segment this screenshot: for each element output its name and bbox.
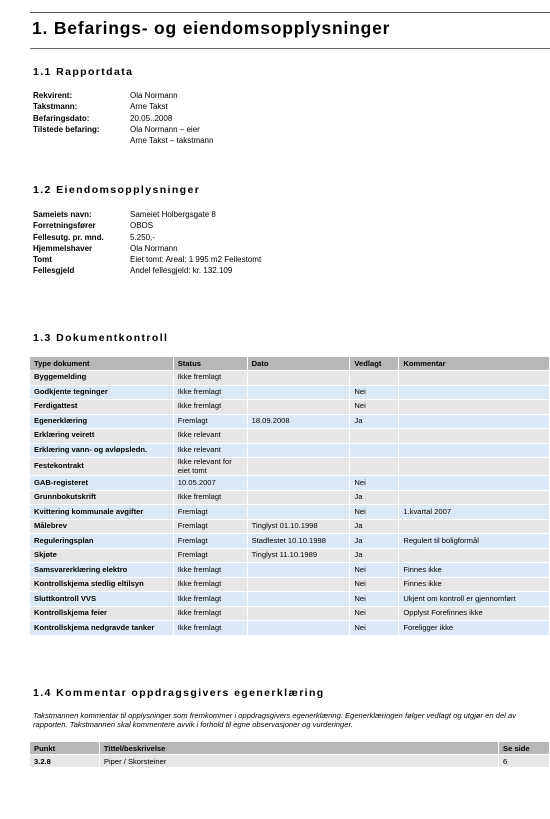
rapportdata-row [33, 113, 213, 124]
column-header: Punkt [30, 742, 100, 755]
document-type-cell: Kontrollskjema feier [30, 606, 174, 621]
section-heading-dokumentkontroll: 1.3 Dokumentkontroll [33, 332, 169, 344]
field-value: Sameiet Holbergsgate 8 [130, 210, 216, 219]
comment-cell: Ukjent om kontroll er gjennomført [399, 592, 550, 607]
status-cell: Ikke fremlagt [173, 490, 247, 505]
date-cell: Tinglyst 11.10.1989 [247, 548, 350, 563]
table-row [30, 577, 550, 592]
attached-cell: Nei [350, 563, 399, 578]
table-row [30, 505, 550, 520]
comment-cell [399, 458, 550, 476]
status-cell: Ikke relevant [173, 429, 247, 444]
table-row [30, 563, 550, 578]
document-type-cell: Samsvarerklæring elektro [30, 563, 174, 578]
column-header: Kommentar [399, 357, 550, 371]
rapportdata-row [33, 90, 213, 101]
document-type-cell: Byggemelding [30, 371, 174, 386]
status-cell: Fremlagt [173, 519, 247, 534]
field-label: Takstmann: [33, 102, 78, 112]
table-header-row [30, 357, 550, 371]
attached-cell: Ja [350, 548, 399, 563]
attached-cell: Nei [350, 577, 399, 592]
date-cell [247, 621, 350, 636]
comment-cell [399, 490, 550, 505]
eiendom-row [33, 254, 261, 265]
comment-cell: Regulert til boligformål [399, 534, 550, 549]
comment-cell: Finnes ikke [399, 563, 550, 578]
eiendom-row [33, 265, 261, 276]
field-value: Andel fellesgjeld: kr. 132.109 [130, 266, 233, 276]
attached-cell: Nei [350, 505, 399, 520]
attached-cell: Ja [350, 519, 399, 534]
table-header-row [30, 742, 550, 755]
section-heading-kommentar: 1.4 Kommentar oppdragsgivers egenerklæring [33, 687, 325, 699]
field-label: Tilstede befaring: [33, 124, 100, 134]
date-cell [247, 385, 350, 400]
attached-cell [350, 458, 399, 476]
field-label: Tomt [33, 255, 52, 265]
comment-cell [399, 429, 550, 444]
field-label: Forretningsfører [33, 221, 96, 231]
table-row [30, 534, 550, 549]
table-row [30, 476, 550, 491]
table-row [30, 443, 550, 458]
table-row [30, 458, 550, 476]
comment-cell: 1.kvartal 2007 [399, 505, 550, 520]
document-type-cell: Egenerklæring [30, 414, 174, 429]
field-value: Eiet tomt: Areal: 1 995 m2 Fellestomt [130, 255, 262, 265]
status-cell: Ikke fremlagt [173, 621, 247, 636]
attached-cell: Nei [350, 476, 399, 491]
field-label: Befaringsdato: [33, 113, 90, 123]
column-header: Vedlagt [350, 357, 399, 371]
dokumentkontroll-table [29, 356, 550, 636]
field-value: Arne Takst – takstmann [130, 136, 214, 146]
eiendom-list [33, 209, 261, 277]
attached-cell: Nei [350, 385, 399, 400]
field-label: Hjemmelshaver [33, 243, 93, 253]
status-cell: Fremlagt [173, 548, 247, 563]
document-type-cell: Ferdigattest [30, 400, 174, 415]
attached-cell: Ja [350, 534, 399, 549]
date-cell [247, 458, 350, 476]
attached-cell: Nei [350, 592, 399, 607]
column-header: Dato [247, 357, 350, 371]
date-cell: Tinglyst 01.10.1998 [247, 519, 350, 534]
attached-cell: Nei [350, 400, 399, 415]
document-type-cell: Skjøte [30, 548, 174, 563]
status-cell: Ikke fremlagt [173, 563, 247, 578]
date-cell: Stadfestet 10.10.1998 [247, 534, 350, 549]
document-type-cell: Sluttkontroll VVS [30, 592, 174, 607]
status-cell: Fremlagt [173, 414, 247, 429]
table-row [30, 490, 550, 505]
table-row [30, 755, 550, 768]
document-type-cell: Erklæring veirett [30, 429, 174, 444]
status-cell: Fremlagt [173, 534, 247, 549]
document-type-cell: Målebrev [30, 519, 174, 534]
section-heading-rapportdata: 1.1 Rapportdata [33, 66, 134, 78]
document-type-cell: Erklæring vann- og avløpsledn. [30, 443, 174, 458]
document-type-cell: GAB-registeret [30, 476, 174, 491]
punkt-cell: 3.2.8 [30, 755, 100, 768]
date-cell [247, 400, 350, 415]
comment-cell [399, 548, 550, 563]
document-type-cell: Festekontrakt [30, 458, 174, 476]
date-cell [247, 577, 350, 592]
table-row [30, 429, 550, 444]
field-value: Ola Normann – eier [130, 124, 200, 134]
comment-cell [399, 414, 550, 429]
kommentar-table [29, 741, 550, 768]
document-type-cell: Kvittering kommunale avgifter [30, 505, 174, 520]
comment-cell [399, 385, 550, 400]
table-row [30, 548, 550, 563]
table-row [30, 414, 550, 429]
table-row [30, 606, 550, 621]
attached-cell [350, 371, 399, 386]
field-value: Ola Normann [130, 243, 178, 253]
table-row [30, 621, 550, 636]
date-cell [247, 429, 350, 444]
attached-cell: Ja [350, 414, 399, 429]
date-cell [247, 505, 350, 520]
table-row [30, 385, 550, 400]
column-header: Type dokument [30, 357, 174, 371]
field-value: 5.250,- [130, 232, 155, 242]
table-row [30, 519, 550, 534]
field-value: Ola Normann [130, 91, 178, 100]
date-cell [247, 371, 350, 386]
date-cell [247, 592, 350, 607]
top-rule [30, 12, 550, 13]
status-cell: Ikke fremlagt [173, 400, 247, 415]
field-value: Arne Takst [130, 102, 168, 112]
column-header: Status [173, 357, 247, 371]
rapportdata-row [33, 101, 213, 112]
field-label: Sameiets navn: [33, 210, 92, 219]
document-type-cell: Reguleringsplan [30, 534, 174, 549]
attached-cell [350, 429, 399, 444]
document-type-cell: Godkjente tegninger [30, 385, 174, 400]
date-cell [247, 563, 350, 578]
section-heading-eiendomsopplysninger: 1.2 Eiendomsopplysninger [33, 184, 201, 196]
date-cell [247, 606, 350, 621]
eiendom-row [33, 243, 261, 254]
status-cell: Ikke relevant [173, 443, 247, 458]
status-cell: Ikke fremlagt [173, 606, 247, 621]
eiendom-row [33, 209, 261, 220]
status-cell: Ikke fremlagt [173, 592, 247, 607]
comment-cell: Foreligger ikke [399, 621, 550, 636]
eiendom-row [33, 220, 261, 231]
comment-cell [399, 443, 550, 458]
comment-cell: Opplyst Forefinnes ikke [399, 606, 550, 621]
status-cell: Ikke fremlagt [173, 371, 247, 386]
document-type-cell: Kontrollskjema nedgravde tanker [30, 621, 174, 636]
status-cell: Fremlagt [173, 505, 247, 520]
status-cell: Ikke relevant for eiet tomt [173, 458, 247, 476]
field-label: Fellesutg. pr. mnd. [33, 232, 104, 242]
tittel-cell: Piper / Skorsteiner [99, 755, 498, 768]
date-cell [247, 443, 350, 458]
attached-cell: Ja [350, 490, 399, 505]
eiendom-row [33, 232, 261, 243]
column-header: Tittel/beskrivelse [99, 742, 498, 755]
section-intro-text: Takstmannen kommentar til opplysninger som fremkommer i oppdragsgivers egenerklæring. Egenerklæringen følger vedlagt og utgjør en del av rapporten. Takstmannen skal kommentere avvik i forhold til egne observasjoner og vurderinger. [33, 711, 516, 730]
side-cell: 6 [499, 755, 550, 768]
field-value: 20.05..2008 [130, 113, 173, 123]
table-row [30, 592, 550, 607]
rapportdata-list [33, 90, 213, 146]
table-row [30, 400, 550, 415]
field-label: Fellesgjeld [33, 266, 75, 276]
comment-cell [399, 371, 550, 386]
status-cell: 10.05.2007 [173, 476, 247, 491]
document-type-cell: Kontrollskjema stedlig eltilsyn [30, 577, 174, 592]
table-row [30, 371, 550, 386]
field-value-multiline [130, 124, 213, 147]
status-cell: Ikke fremlagt [173, 577, 247, 592]
page-title: 1. Befarings- og eiendomsopplysninger [32, 18, 391, 38]
comment-cell [399, 400, 550, 415]
comment-cell: Finnes ikke [399, 577, 550, 592]
status-cell: Ikke fremlagt [173, 385, 247, 400]
rapportdata-row [33, 124, 213, 147]
document-type-cell: Grunnbokutskrift [30, 490, 174, 505]
column-header: Se side [499, 742, 550, 755]
date-cell [247, 490, 350, 505]
date-cell [247, 476, 350, 491]
attached-cell: Nei [350, 606, 399, 621]
attached-cell [350, 443, 399, 458]
date-cell: 18.09.2008 [247, 414, 350, 429]
comment-cell [399, 476, 550, 491]
title-rule [30, 48, 550, 49]
field-label: Rekvirent: [33, 91, 73, 100]
field-value: OBOS [130, 221, 154, 231]
attached-cell: Nei [350, 621, 399, 636]
comment-cell [399, 519, 550, 534]
